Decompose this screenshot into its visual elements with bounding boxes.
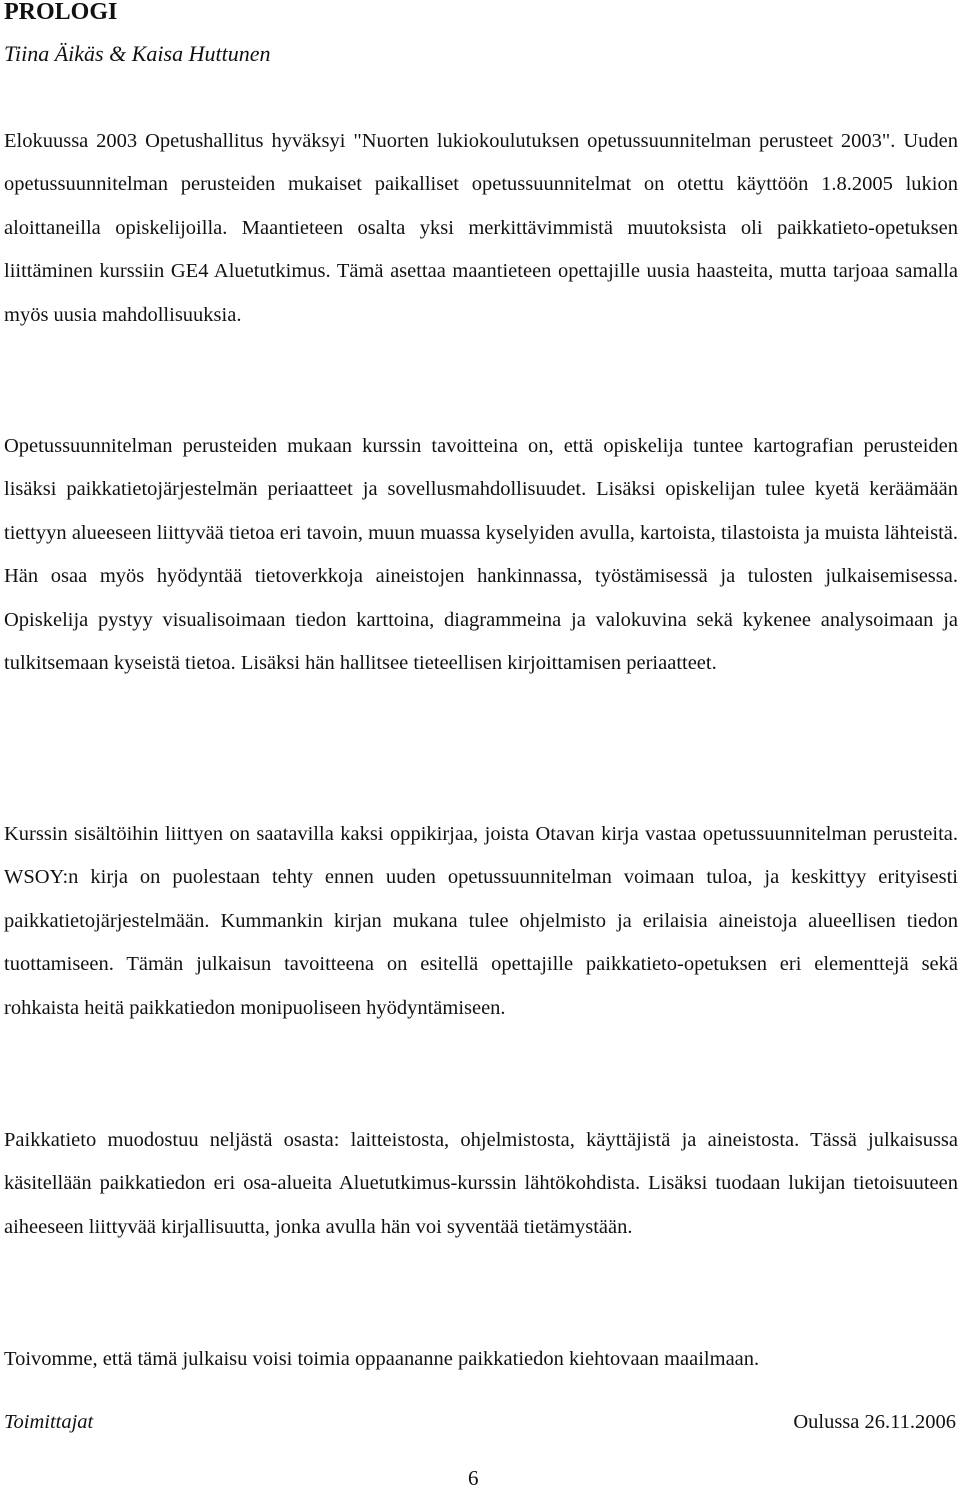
paragraph-5: Toivomme, että tämä julkaisu voisi toimia oppaananne paikkatiedon kiehtovaan maailmaan. bbox=[4, 1348, 760, 1370]
page-number: 6 bbox=[468, 1466, 479, 1490]
signature-editors: Toimittajat bbox=[4, 1411, 94, 1433]
paragraph-4: Paikkatieto muodostuu neljästä osasta: laitteistosta, ohjelmistosta, käyttäjistä ja aineistosta. Tässä julkaisussa käsitellään paikkatiedon eri osa-alueita Aluetutkimus-kurssin lähtökohdista. Lisäksi tuodaan lukijan tietoisuuteen aiheeseen liittyvää kirjallisuutta, jonka avulla hän voi syventää tietämystään. bbox=[4, 1129, 958, 1238]
authors-line: Tiina Äikäs & Kaisa Huttunen bbox=[4, 41, 271, 66]
paragraph-2: Opetussuunnitelman perusteiden mukaan kurssin tavoitteina on, että opiskelija tuntee kartografian perusteiden lisäksi paikkatietojärjestelmän periaatteet ja sovellusmahdollisuudet. Lisäksi opiskelijan tulee kyetä keräämään tiettyyn alueeseen liittyvää tietoa eri tavoin, muun muassa kyselyiden avulla, kartoista, tilastoista ja muista lähteistä. Hän osaa myös hyödyntää tietoverkkoja aineistojen hankinnassa, työstämisessä ja tulosten julkaisemisessa. Opiskelija pystyy visualisoimaan tiedon karttoina, diagrammeina ja valokuvina sekä kykenee analysoimaan ja tulkitsemaan kyseistä tietoa. Lisäksi hän hallitsee tieteellisen kirjoittamisen periaatteet. bbox=[4, 435, 958, 675]
paragraph-3: Kurssin sisältöihin liittyen on saatavilla kaksi oppikirjaa, joista Otavan kirja vastaa opetussuunnitelman perusteita. WSOY:n kirja on puolestaan tehty ennen uuden opetussuunnitelman voimaan tuloa, ja keskittyy erityisesti paikkatietojärjestelmään. Kummankin kirjan mukana tulee ohjelmisto ja erilaisia aineistoja alueellisen tiedon tuottamiseen. Tämän julkaisun tavoitteena on esitellä opettajille paikkatieto-opetuksen eri elementtejä sekä rohkaista heitä paikkatiedon monipuoliseen hyödyntämiseen. bbox=[4, 823, 958, 1019]
page-title: PROLOGI bbox=[4, 0, 118, 25]
signature-place-date: Oulussa 26.11.2006 bbox=[793, 1411, 956, 1433]
paragraph-1: Elokuussa 2003 Opetushallitus hyväksyi "Nuorten lukiokoulutuksen opetussuunnitelman perusteet 2003". Uuden opetussuunnitelman perusteiden mukaiset paikalliset opetussuunnitelmat on otettu käyttöön 1.8.2005 lukion aloittaneilla opiskelijoilla. Maantieteen osalta yksi merkittävimmistä muutoksista oli paikkatieto-opetuksen liittäminen kurssiin GE4 Aluetutkimus. Tämä asettaa maantieteen opettajille uusia haasteita, mutta tarjoaa samalla myös uusia mahdollisuuksia. bbox=[4, 130, 958, 326]
